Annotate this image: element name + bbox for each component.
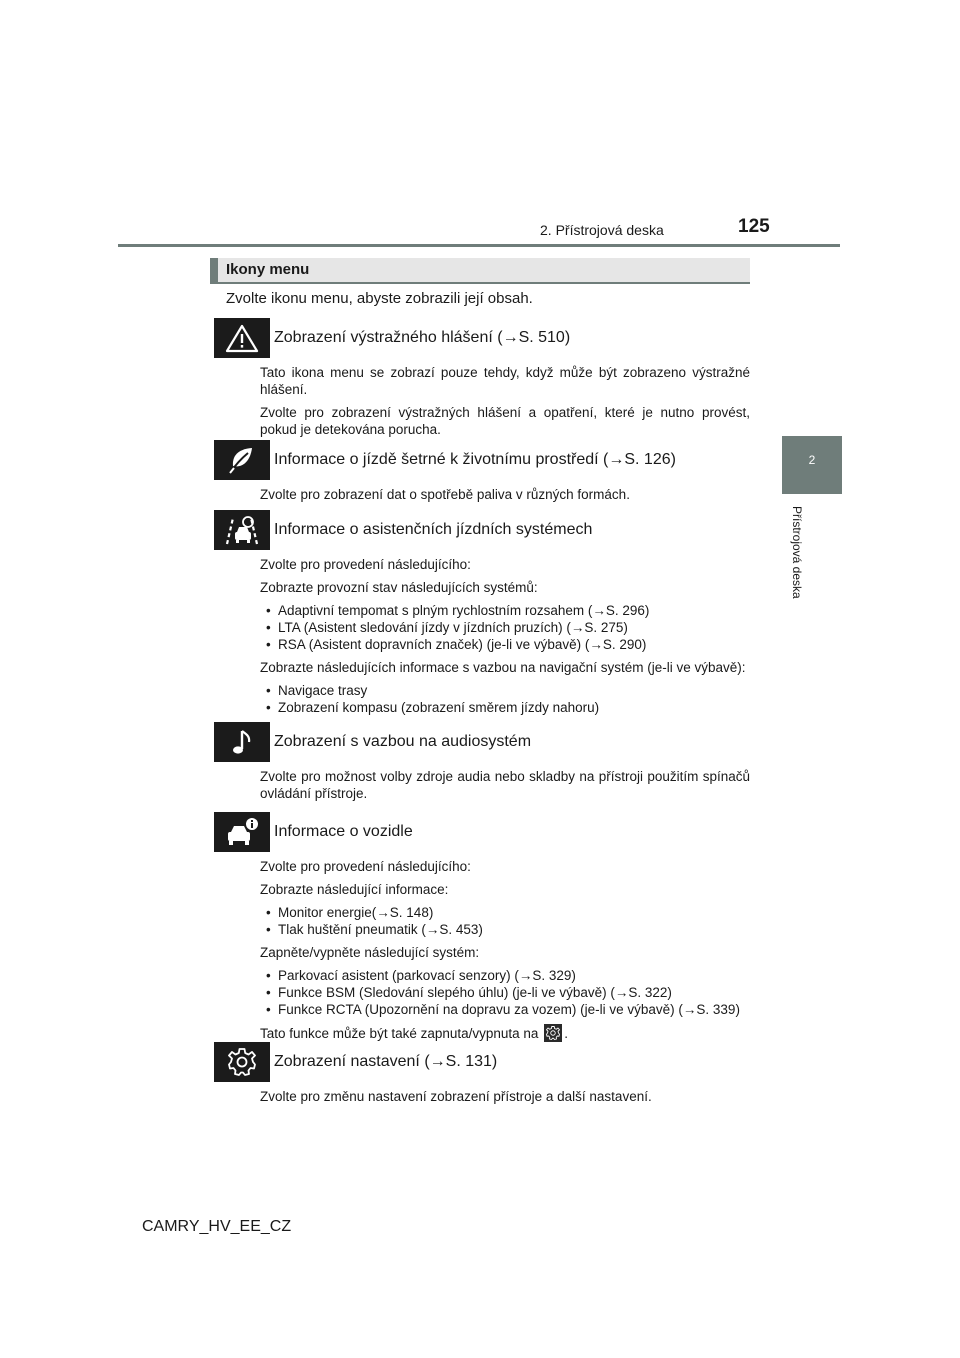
menu-icon-entry: [214, 318, 750, 444]
header-divider: [118, 244, 840, 247]
vehicle-info-icon: [224, 816, 260, 848]
bullet-item: • LTA (Asistent sledování jízdy v jízdních pruzích) (→S. 275): [260, 619, 750, 636]
music-note-icon: [224, 726, 260, 758]
page-number: 125: [738, 216, 770, 237]
document-code: CAMRY_HV_EE_CZ: [142, 1218, 292, 1235]
body-paragraph: Zobrazte následující informace:: [260, 882, 449, 897]
chapter-tab-label: Přístrojová deska: [790, 506, 804, 599]
bullet-item: • Parkovací asistent (parkovací senzory) (→S. 329): [260, 967, 750, 984]
driving-assist-icon: [224, 514, 260, 546]
entry-body: [260, 768, 750, 802]
intro-text: Zvolte ikonu menu, abyste zobrazili její obsah.: [226, 290, 533, 307]
bullet-item: • Adaptivní tempomat s plným rychlostním rozsahem (→S. 296): [260, 602, 750, 619]
entry-body: [260, 1088, 750, 1105]
entry-body: [260, 858, 750, 1042]
body-paragraph: Zvolte pro zobrazení výstražných hlášení a opatření, které je nutno provést, pokud je detekována porucha.: [260, 405, 750, 437]
body-paragraph: Zapněte/vypněte následující systém:: [260, 945, 480, 960]
entry-title: Informace o jízdě šetrné k životnímu prostředí (→S. 126): [274, 451, 676, 468]
inline-settings-gear-icon: [544, 1024, 562, 1042]
bullet-item: • Monitor energie(→S. 148): [260, 904, 750, 921]
menu-icon-entry: [214, 440, 750, 509]
warning-triangle-icon: [224, 322, 260, 354]
menu-icon-box: [214, 440, 270, 480]
body-paragraph: Zobrazte provozní stav následujících systémů:: [260, 580, 538, 595]
entry-header: [214, 722, 750, 762]
entry-title: Zobrazení s vazbou na audiosystém: [274, 733, 532, 750]
entry-title: Zobrazení nastavení (→S. 131): [274, 1053, 498, 1070]
body-paragraph: Zvolte pro změnu nastavení zobrazení přístroje a další nastavení.: [260, 1089, 652, 1104]
gear-note-suffix: .: [564, 1026, 568, 1041]
menu-icon-box: [214, 722, 270, 762]
entry-header: [214, 1042, 750, 1082]
entry-title: Informace o asistenčních jízdních systémech: [274, 521, 593, 538]
settings-gear-icon: [224, 1046, 260, 1078]
body-paragraph: Zvolte pro provedení následujícího:: [260, 557, 471, 572]
header-section-title: 2. Přístrojová deska: [540, 222, 664, 238]
entry-body: [260, 486, 750, 503]
bullet-list: [260, 682, 750, 716]
body-paragraph: Zobrazte následujících informace s vazbou na navigační systém (je-li ve výbavě):: [260, 660, 746, 675]
body-paragraph: Zvolte pro provedení následujícího:: [260, 859, 471, 874]
bullet-list: [260, 967, 750, 1018]
section-heading: Ikony menu: [210, 258, 750, 284]
body-paragraph: Tato ikona menu se zobrazí pouze tehdy, když může být zobrazeno výstražné hlášení.: [260, 365, 750, 397]
bullet-item: • RSA (Asistent dopravních značek) (je-li ve výbavě) (→S. 290): [260, 636, 750, 653]
bullet-item: • Navigace trasy: [260, 682, 750, 699]
eco-leaf-icon: [224, 444, 260, 476]
chapter-tab[interactable]: 2: [782, 436, 842, 494]
menu-icon-box: [214, 510, 270, 550]
bullet-item: • Zobrazení kompasu (zobrazení směrem jízdy nahoru): [260, 699, 750, 716]
menu-icon-entry: [214, 1042, 750, 1111]
gear-note: [260, 1024, 750, 1042]
bullet-item: • Funkce BSM (Sledování slepého úhlu) (je-li ve výbavě) (→S. 322): [260, 984, 750, 1001]
entry-header: [214, 812, 750, 852]
menu-icon-box: [214, 318, 270, 358]
bullet-item: • Tlak huštění pneumatik (→S. 453): [260, 921, 750, 938]
bullet-list: [260, 602, 750, 653]
menu-icon-box: [214, 1042, 270, 1082]
entry-header: [214, 510, 750, 550]
bullet-item: • Funkce RCTA (Upozornění na dopravu za vozem) (je-li ve výbavě) (→S. 339): [260, 1001, 750, 1018]
gear-note-text: Tato funkce může být také zapnuta/vypnuta na: [260, 1026, 539, 1041]
entry-header: [214, 318, 750, 358]
body-paragraph: Zvolte pro možnost volby zdroje audia nebo skladby na přístroji použitím spínačů ovládání přístroje.: [260, 769, 750, 801]
menu-icon-entry: [214, 812, 750, 1048]
body-paragraph: Zvolte pro zobrazení dat o spotřebě paliva v různých formách.: [260, 487, 630, 502]
menu-icon-box: [214, 812, 270, 852]
menu-icon-entry: [214, 510, 750, 722]
entry-body: [260, 556, 750, 716]
entry-header: [214, 440, 750, 480]
entry-title: Zobrazení výstražného hlášení (→S. 510): [274, 329, 571, 346]
menu-icon-entry: [214, 722, 750, 808]
entry-body: [260, 364, 750, 438]
entry-title: Informace o vozidle: [274, 823, 413, 840]
bullet-list: [260, 904, 750, 938]
